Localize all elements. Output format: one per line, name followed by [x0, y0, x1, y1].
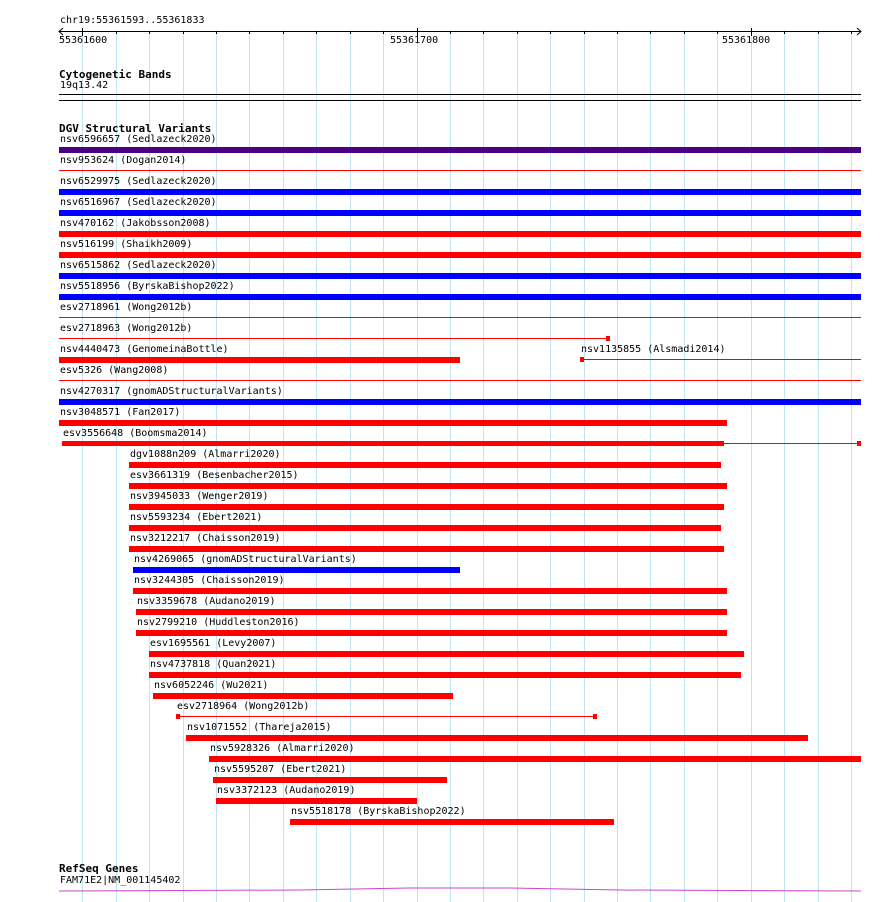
variant-label[interactable]: nsv1071552 (Thareja2015) [187, 722, 332, 733]
variant-label[interactable]: esv1695561 (Levy2007) [150, 638, 277, 649]
variant-bar[interactable] [133, 567, 460, 573]
variant-label[interactable]: nsv3212217 (Chaisson2019) [130, 533, 281, 544]
variant-label[interactable]: dgv1088n209 (Almarri2020) [130, 449, 281, 460]
variant-label[interactable]: nsv2799210 (Huddleston2016) [137, 617, 300, 628]
variant-bar[interactable] [136, 609, 727, 615]
variant-bar[interactable] [59, 357, 460, 363]
variant-endcap [593, 714, 597, 719]
variant-endcap [580, 357, 584, 362]
variant-label[interactable]: nsv5593234 (Ebert2021) [130, 512, 263, 523]
ruler-tick-label: 55361800 [722, 35, 771, 46]
variant-label[interactable]: nsv3048571 (Fan2017) [60, 407, 181, 418]
variant-bar[interactable] [149, 672, 741, 678]
variant-label[interactable]: nsv3945033 (Wenger2019) [130, 491, 269, 502]
variant-bar[interactable] [213, 777, 447, 783]
variant-bar[interactable] [133, 588, 727, 594]
ruler-tick-label: 55361700 [390, 35, 439, 46]
variant-label[interactable]: nsv5518178 (ByrskaBishop2022) [291, 806, 466, 817]
variant-label[interactable]: esv5326 (Wang2008) [60, 365, 169, 376]
variant-bar[interactable] [59, 273, 861, 279]
variant-label[interactable]: nsv516199 (Shaikh2009) [60, 239, 193, 250]
variant-bar[interactable] [59, 380, 861, 381]
variant-bar[interactable] [59, 338, 610, 339]
variant-bar[interactable] [209, 756, 861, 762]
variant-bar[interactable] [59, 252, 861, 258]
variant-bar[interactable] [59, 294, 861, 300]
refseq-gene-label[interactable]: FAM71E2|NM_001145402 [60, 875, 181, 886]
refseq-gene-track [59, 888, 861, 891]
variant-bar[interactable] [59, 170, 861, 171]
variant-bar[interactable] [59, 189, 861, 195]
variant-label[interactable]: esv2718961 (Wong2012b) [60, 302, 193, 313]
variant-label[interactable]: nsv4737818 (Quan2021) [150, 659, 277, 670]
variant-endcap [857, 441, 861, 446]
variant-bar[interactable] [176, 716, 597, 717]
variant-bar[interactable] [136, 630, 727, 636]
variant-bar[interactable] [580, 359, 861, 360]
variant-bar[interactable] [129, 504, 724, 510]
variant-bar[interactable] [153, 693, 453, 699]
variant-label[interactable]: nsv4270317 (gnomADStructuralVariants) [60, 386, 283, 397]
variant-bar[interactable] [59, 210, 861, 216]
variant-label[interactable]: nsv1135855 (Alsmadi2014) [581, 344, 726, 355]
ruler-tick-label: 55361600 [59, 35, 108, 46]
variant-bar[interactable] [59, 147, 861, 153]
variant-label[interactable]: nsv6515862 (Sedlazeck2020) [60, 260, 217, 271]
variant-bar[interactable] [216, 798, 417, 804]
variant-label[interactable]: esv2718963 (Wong2012b) [60, 323, 193, 334]
variant-bar[interactable] [149, 651, 744, 657]
variant-bar[interactable] [186, 735, 808, 741]
variant-bar[interactable] [129, 525, 721, 531]
variant-label[interactable]: nsv5928326 (Almarri2020) [210, 743, 355, 754]
gene-feature-line [59, 888, 861, 891]
variant-endcap [606, 336, 610, 341]
variant-label[interactable]: nsv4440473 (GenomeinaBottle) [60, 344, 229, 355]
variant-label[interactable]: nsv953624 (Dogan2014) [60, 155, 187, 166]
variant-label[interactable]: nsv4269065 (gnomADStructuralVariants) [134, 554, 357, 565]
variant-label[interactable]: nsv6529975 (Sedlazeck2020) [60, 176, 217, 187]
variant-bar[interactable] [129, 462, 721, 468]
refseq-track-title[interactable]: RefSeq Genes [59, 862, 139, 875]
variant-bar[interactable] [59, 399, 861, 405]
variant-bar[interactable] [290, 819, 614, 825]
variant-segment [62, 441, 724, 446]
variant-label[interactable]: esv2718964 (Wong2012b) [177, 701, 310, 712]
dgv-track-title[interactable]: DGV Structural Variants [59, 122, 212, 135]
variant-label[interactable]: nsv5595207 (Ebert2021) [214, 764, 347, 775]
variant-label[interactable]: nsv3372123 (Audano2019) [217, 785, 356, 796]
variant-label[interactable]: nsv5518956 (ByrskaBishop2022) [60, 281, 235, 292]
variant-label[interactable]: nsv6596657 (Sedlazeck2020) [60, 134, 217, 145]
ruler-location-label: chr19:55361593..55361833 [60, 15, 205, 26]
variant-bar[interactable] [129, 546, 724, 552]
variant-label[interactable]: nsv3244305 (Chaisson2019) [134, 575, 285, 586]
variant-label[interactable]: nsv3359678 (Audano2019) [137, 596, 276, 607]
variant-label[interactable]: nsv6516967 (Sedlazeck2020) [60, 197, 217, 208]
variant-bar[interactable] [59, 420, 727, 426]
cytoband-label[interactable]: 19q13.42 [60, 80, 109, 91]
variant-label[interactable]: esv3661319 (Besenbacher2015) [130, 470, 299, 481]
variant-label[interactable]: nsv6052246 (Wu2021) [154, 680, 269, 691]
cytoband-bar-bottom [59, 100, 861, 101]
variant-bar[interactable] [129, 483, 727, 489]
variant-endcap [176, 714, 180, 719]
variant-label[interactable]: nsv470162 (Jakobsson2008) [60, 218, 211, 229]
variant-label[interactable]: esv3556648 (Boomsma2014) [63, 428, 208, 439]
variant-bar[interactable] [59, 317, 861, 318]
cytoband-track-title[interactable]: Cytogenetic Bands [59, 68, 172, 81]
variant-bar[interactable] [59, 231, 861, 237]
cytoband-bar-top [59, 94, 861, 95]
